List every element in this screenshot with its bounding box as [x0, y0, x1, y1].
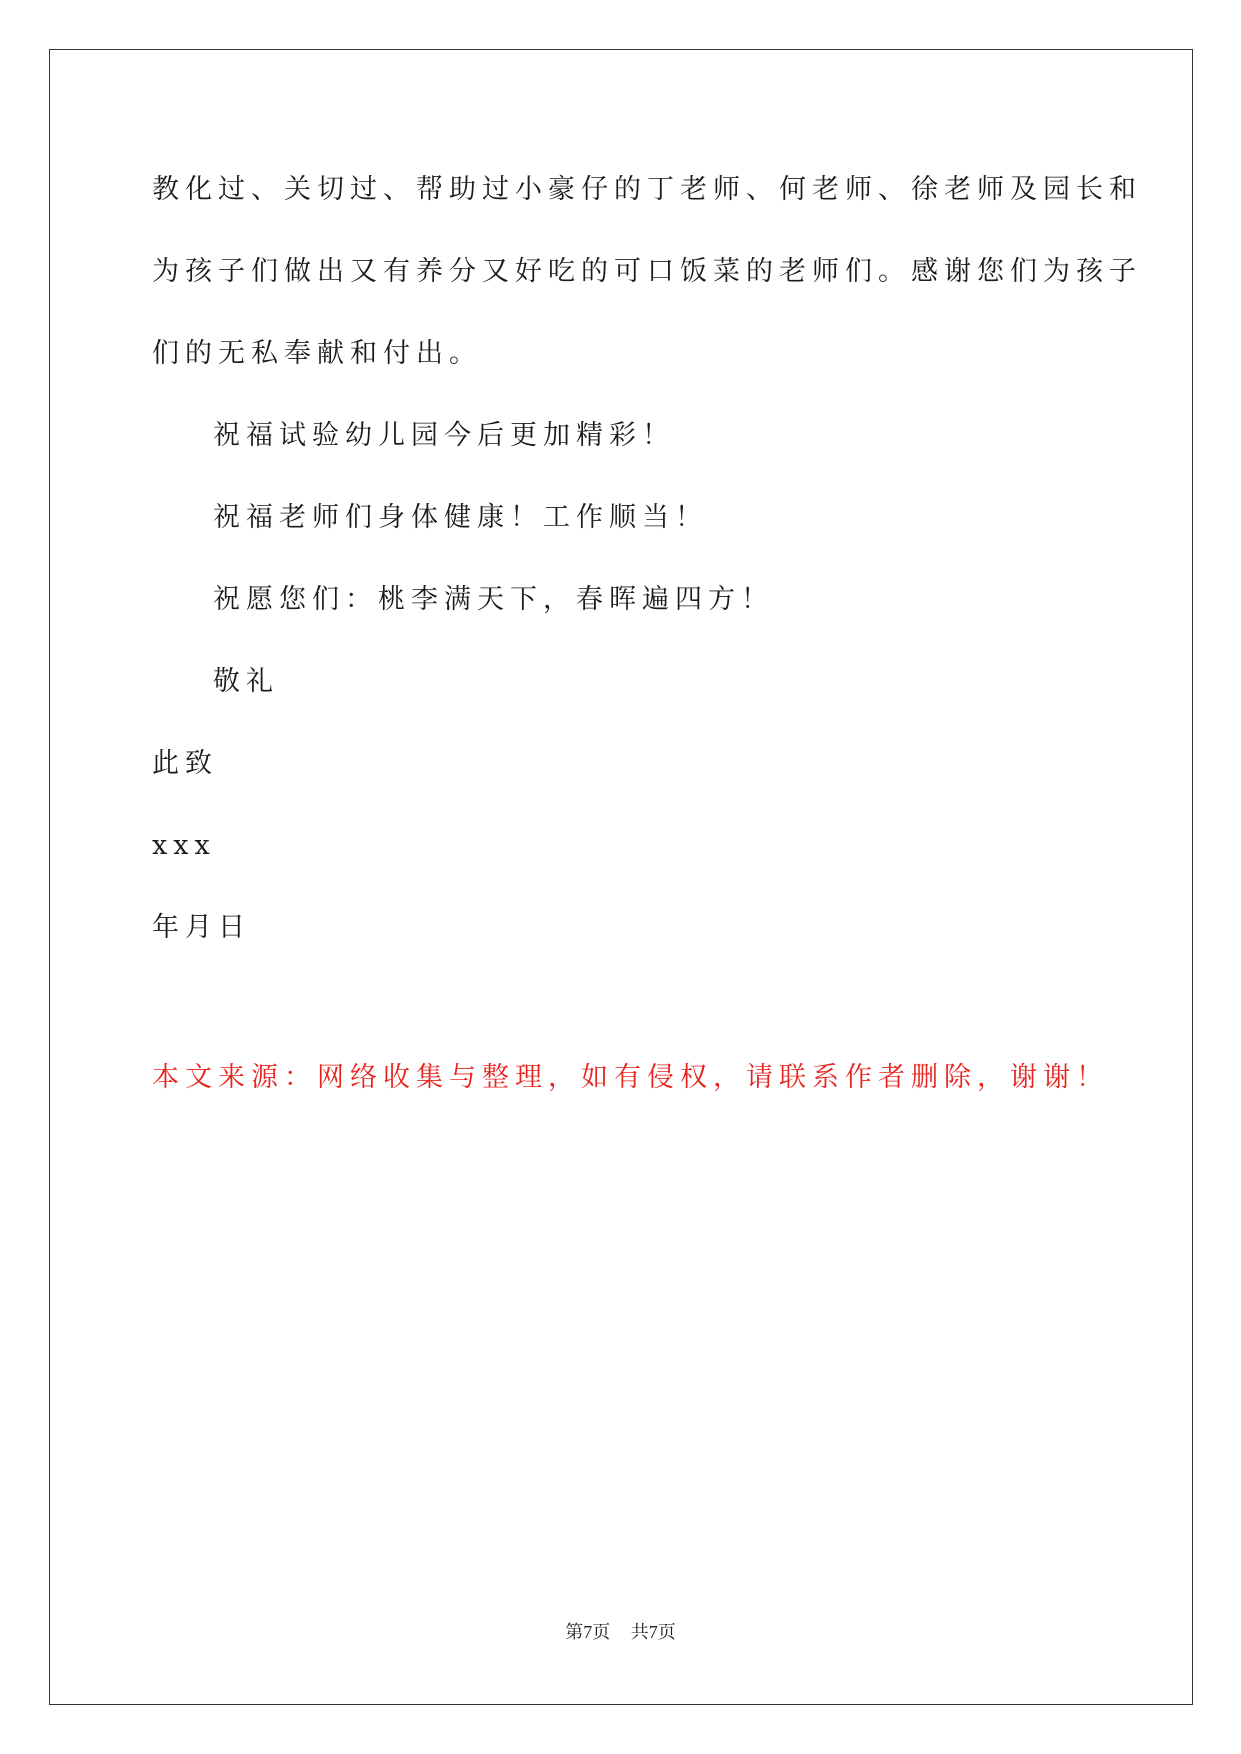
page-total: 共7页 [630, 1622, 676, 1642]
body-text-line-1: 教化过、关切过、帮助过小豪仔的丁老师、何老师、徐老师及园长和 [152, 174, 1142, 205]
source-note: 本文来源：网络收集与整理，如有侵权，请联系作者删除，谢谢！ [152, 1062, 1109, 1093]
signature-date: 年月日 [152, 912, 251, 943]
salutation-jingli: 敬礼 [213, 666, 279, 697]
page-border [49, 49, 1193, 1705]
blessing-line-2: 祝福老师们身体健康！工作顺当！ [213, 502, 708, 533]
body-text-line-3: 们的无私奉献和付出。 [152, 338, 482, 369]
body-text-line-2: 为孩子们做出又有养分又好吃的可口饭菜的老师们。感谢您们为孩子 [152, 256, 1142, 287]
signature-name: xxx [152, 830, 216, 861]
blessing-line-1: 祝福试验幼儿园今后更加精彩！ [213, 420, 675, 451]
closing-cizhi: 此致 [152, 748, 218, 779]
blessing-line-3: 祝愿您们：桃李满天下，春晖遍四方！ [213, 584, 774, 615]
page-footer [0, 1618, 1241, 1644]
page-number: 第7页 [565, 1622, 611, 1642]
